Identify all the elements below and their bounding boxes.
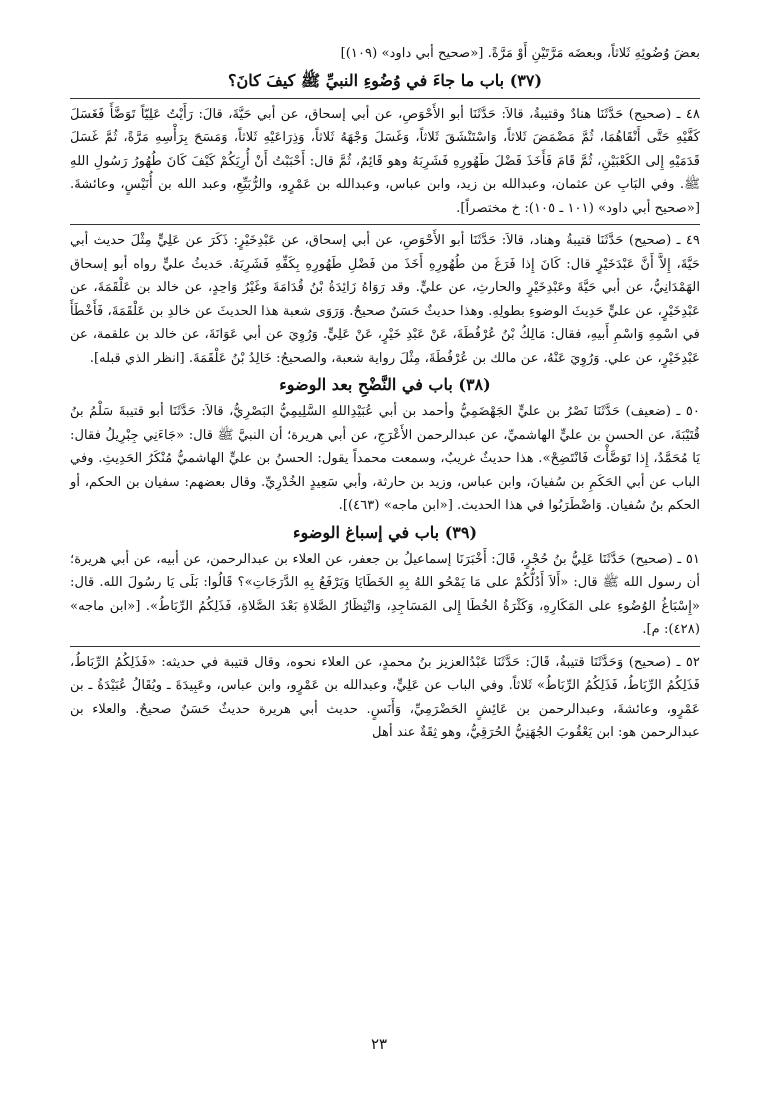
hadith-51: ٥١ ـ (صحيح) حَدَّثَنَا عَلِيُّ بنُ حُجْرٍ، قَالَ: أَخْبَرَنَا إسماعيلُ بن جعفر، عن العلاء بن عبدالرحمن، عن أبيه، عن أبي هريرة؛ أن رسول الله ﷺ قال: «أَلاَ أَدُلُّكُمْ على مَا يَمْحُو اللهُ بِهِ الخَطَايَا وَيَرْفَعُ بِهِ الدَّرَجَاتِ»؟ قَالُوا: بَلَى يَا رسُولَ الله. قال: «إِسْبَاغُ الوُضُوءِ على المَكَارِهِ، وَكَثْرَةُ الخُطَا إِلى المَسَاجِدِ، وَانْتِظَارُ الصَّلاةِ بَعْدَ الصَّلاةِ، فَذَلِكُمُ الرِّبَاطُ». [«ابن ماجه» (٤٢٨): م]. [70, 551, 700, 637]
divider [70, 98, 700, 99]
chapter-heading-39: (٣٩) باب في إسباغ الوضوء [292, 522, 478, 542]
hadith-50: ٥٠ ـ (ضعيف) حَدَّثَنَا نَصْرُ بن عليٍّ الجَهْضَمِيُّ وأحمد بن أبي عُبَيْدِاللهِ السَّلِيمِيُّ البَصْرِيُّ، قالاَ: حَدَّثَنَا أبو قتيبةَ سَلْمُ بنُ قُتَيْبَةَ، عن الحسن بن عليٍّ الهاشميِّ، عن عبدالرحمن الأَعْرَجِ، عن أبي هريرة؛ أن النبيَّ ﷺ قال: «جَاءَنِي جِبْرِيلُ فقال: يَا مُحَمَّدُ، إِذا تَوَضَّأْتَ فَانْتَضِحْ». هذا حديثٌ غريبٌ، وسمعت محمداً يقول: الحسنُ بن عليٍّ الهاشميُّ مُنْكَرُ الحَدِيثِ. وفي الباب عن أبي الحَكَمِ بن سُفيانَ، وابن عباس، وزيد بن حارثة، وأبي سَعِيدٍ الخُدْرِيِّ. وقال بعضهم: سفيان بن الحكم، أو الحكم بنُ سُفيان. وَاضْطَرَبُوا في هذا الحديث. [«ابن ماجه» (٤٦٣)]. [70, 404, 700, 513]
hadith-52: ٥٢ ـ (صحيح) وَحَدَّثَنَا قتيبةُ، قَالَ: حَدَّثَنَا عَبْدُالعزيز بنُ محمدٍ، عن العلاء نحوه، وقال قتيبة في حديثه: «فَذَلِكُمُ الرِّبَاطُ، فَذَلِكُمُ الرِّبَاطُ، فَذَلِكُمُ الرِّبَاطُ» ثَلاثاً. وفي الباب عن عَلِيٍّ، وعبدالله بن عَمْرٍو، وابن عباس، وعَبِيدَةَ ـ ويُقَالُ عُبَيْدَةُ ـ بن عَمْرٍو، وعائشةَ، وعبدالرحمن بن عَائِشٍ الحَضْرَمِيِّ، وَأَنَسٍ. حديث أبي هريرة حديثٌ حَسَنٌ صحيحٌ. والعلاء بن عبدالرحمن هو: ابن يَعْقُوبَ الجُهَنِيُّ الحُرَقِيُّ، وهو ثِقَةٌ عند أهل [70, 654, 700, 740]
hadith-48: ٤٨ ـ (صحيح) حَدَّثَنَا هنادٌ وقتيبةُ، قالاَ: حَدَّثَنَا أبو الأَحْوَصِ، عن أبي إسحاق، عن أبي حَيَّةَ، قالَ: رَأَيْتُ عَلِيّاً تَوَضَّأَ فَغَسَلَ كَفَّيْهِ حَتَّى أَنْقَاهُمَا، ثُمَّ مَضْمَضَ ثَلاثاً، وَاسْتَنْشَقَ ثَلاثاً، وَغَسَلَ وَجْهَهُ ثَلاثاً، وَذِرَاعَيْهِ ثَلاثاً، وَمَسَحَ بِرَأْسِهِ مَرَّةً، ثُمَّ غَسَلَ قَدَمَيْهِ إِلى الكَعْبَيْنِ، ثُمَّ قَامَ فَأَخَذَ فَضْلَ طَهُورِهِ فَشَرِبَهُ وهو قَائِمٌ، ثُمَّ قال: أَحْبَبْتُ أَنْ أُرِيَكُمْ كَيْفَ كَانَ طُهُورُ رَسُولِ اللهِ ﷺ. وفي البَابِ عن عثمان، وعبدالله بن زيد، وابن عباس، وعبدالله بن عَمْرٍو، والرُّبَيِّعِ، وعبد الله بن أُنَيْسٍ، وعائشةَ. [«صحيح أبي داود» (١٠١ ـ ١٠٥): خ مختصراً]. [70, 106, 700, 216]
continuation-text: بعضَ وُضُوئِهِ ثَلاثاً، وبعضَه مَرَّتَيْنِ أَوْ مَرَّةً. [«صحيح أبي داود» (١٠٩)] [340, 46, 700, 61]
page-body [70, 42, 700, 1072]
hadith-49: ٤٩ ـ (صحيح) حَدَّثَنَا قتيبةُ وهناد، قالاَ: حَدَّثَنَا أبو الأَحْوَصِ، عن أبي إسحاق، عن عَبْدِخَيْرٍ: ذَكَرَ عن عَلِيٍّ مِثْلَ حديث أبي حَيَّةَ، إِلاَّ أَنَّ عَبْدَخَيْرٍ قال: كَانَ إِذا فَرَغَ من طُهُورِهِ أَخَذَ من فَضْلِ طَهُورِهِ بِكَفِّهِ فَشَرِبَهُ. حَديثُ عليٍّ رواه أبو إسحاق الهَمْدَانِيُّ، عن أبي حَيَّةَ وعَبْدِخَيْرٍ والحارثِ، عن عليٍّ. وقد رَوَاهُ زَائِدَةُ بْنُ قُدَامَةَ وغَيْرُ وَاحِدٍ، عن خالد بن عَلْقَمَةَ، عن عَبْدِخَيْرٍ، عن عليٍّ حَدِيثَ الوضوءِ بطولِهِ. وهذا حديثٌ حَسَنٌ صحيحٌ. وَرَوَى شعبة هذا الحديثَ عن خالدِ بن عَلْقَمَةَ، فَأَخْطَأَ في اسْمِهِ وَاسْمِ أَبيهِ، فقال: مَالِكُ بْنُ عُرْفُطَةَ، عَنْ عَبْدِ خَيْرٍ، عَنْ عَلِيٍّ. وَرُوِيَ عن أبي عَوَانَةَ، عن خالد بن علقمة، عن عَبْدِخَيْرٍ، عن علي. وَرُوِيَ عَنْهُ، عن مالك بن عُرْفُطَةَ، مِثْلَ رواية شعبة، والصحيحُ: خَالِدُ بْنُ عَلْقَمَةَ. [انظر الذي قبله]. [70, 233, 700, 366]
divider [70, 646, 700, 647]
divider [70, 224, 700, 225]
chapter-heading-38: (٣٨) باب في النَّضْحِ بعد الوضوء [279, 375, 491, 394]
chapter-heading-37: (٣٧) باب ما جاءَ في وُضُوءِ النبيِّ ﷺ كيفَ كانَ؟ [227, 70, 543, 90]
page-number: ٢٣ [370, 1035, 388, 1053]
